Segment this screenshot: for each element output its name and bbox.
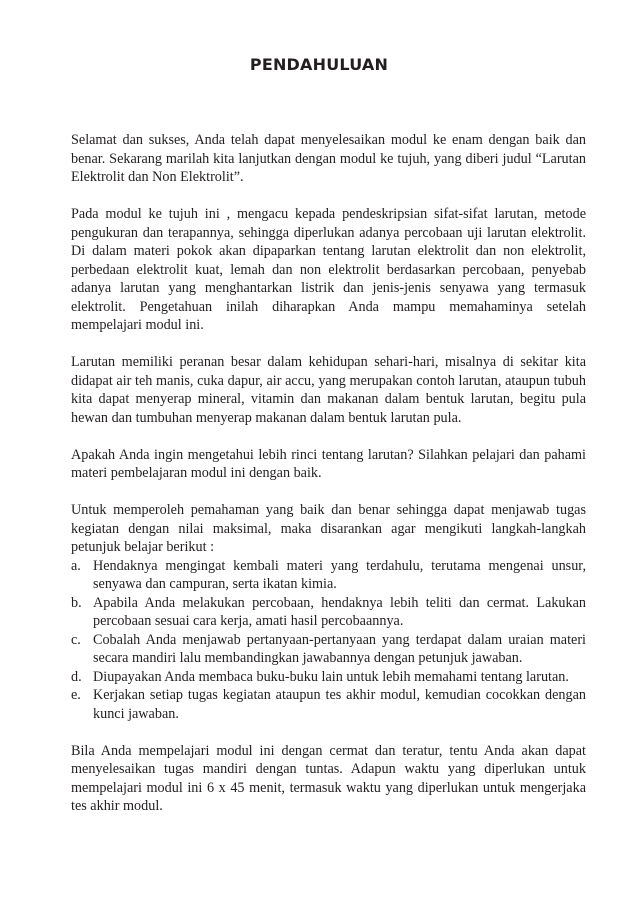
list-item — [71, 594, 586, 631]
list-marker: a. — [71, 557, 81, 574]
paragraph-module-scope: Pada modul ke tujuh ini , mengacu kepada pendeskripsian sifat-sifat larutan, metode pengukuran dan terapannya, sehingga diperlukan adanya percobaan uji larutan elektrolit. Di dalam materi pokok akan dipaparkan tentang larutan elektrolit dan non elektrolit, perbedaan elektrolit kuat, lemah dan non elektrolit berdasarkan percobaan, penyebab adanya larutan yang menghantarkan listrik dan jenis-jenis senyawa yang termasuk elektrolit. Pengetahuan inilah diharapkan Anda mampu memahaminya setelah mempelajari modul ini. — [71, 206, 586, 333]
body-text — [71, 131, 586, 816]
paragraph-study-instructions: Untuk memperoleh pemahaman yang baik dan benar sehingga dapat menjawab tugas kegiatan dengan nilai maksimal, maka disarankan agar mengikuti langkah-langkah petunjuk belajar berikut : — [71, 502, 586, 555]
paragraph-question: Apakah Anda ingin mengetahui lebih rinci tentang larutan? Silahkan pelajari dan pahami materi pembelajaran modul ini dengan baik. — [71, 446, 586, 481]
paragraph-daily-life: Larutan memiliki peranan besar dalam kehidupan sehari-hari, misalnya di sekitar kita didapat air teh manis, cuka dapur, air accu, yang merupakan contoh larutan, ataupun tubuh kita dapat menyerap mineral, vitamin dan makanan dalam bentuk larutan, begitu pula hewan dan tumbuhan menyerap makanan dalam bentuk larutan pula. — [71, 354, 586, 426]
list-item-text: Hendaknya mengingat kembali materi yang terdahulu, terutama mengenai unsur, senyawa dan campuran, serta ikatan kimia. — [93, 557, 586, 592]
list-marker: c. — [71, 631, 81, 648]
list-marker: d. — [71, 668, 82, 685]
list-marker: b. — [71, 594, 82, 611]
list-item-text: Kerjakan setiap tugas kegiatan ataupun tes akhir modul, kemudian cocokkan dengan kunci jawaban. — [93, 687, 586, 722]
paragraph-intro: Selamat dan sukses, Anda telah dapat menyelesaikan modul ke enam dengan baik dan benar. Sekarang marilah kita lanjutkan dengan modul ke tujuh, yang diberi judul “Larutan Elektrolit dan Non Elektrolit”. — [71, 132, 586, 185]
list-marker: e. — [71, 687, 81, 703]
paragraph-closing: Bila Anda mempelajari modul ini dengan cermat dan teratur, tentu Anda akan dapat menyelesaikan tugas mandiri dengan tuntas. Adapun waktu yang diperlukan untuk mempelajari modul ini 6 x 45 menit, termasuk waktu yang diperlukan untuk mengerjaka tes akhir modul. — [71, 742, 586, 814]
list-item — [71, 668, 586, 687]
study-steps-list — [71, 557, 586, 724]
list-item-text: Diupayakan Anda membaca buku-buku lain untuk lebih memahami tentang larutan. — [93, 668, 569, 685]
list-item-text: Apabila Anda melakukan percobaan, hendaknya lebih teliti dan cermat. Lakukan percobaan sesuai cara kerja, amati hasil percobaannya. — [93, 594, 586, 629]
list-item — [71, 557, 586, 594]
list-item-text: Cobalah Anda menjawab pertanyaan-pertanyaan yang terdapat dalam uraian materi secara mandiri lalu membandingkan jawabannya dengan petunjuk jawaban. — [93, 631, 586, 666]
page-title: PENDAHULUAN — [249, 55, 389, 74]
list-item — [71, 686, 586, 723]
list-item — [71, 631, 586, 668]
